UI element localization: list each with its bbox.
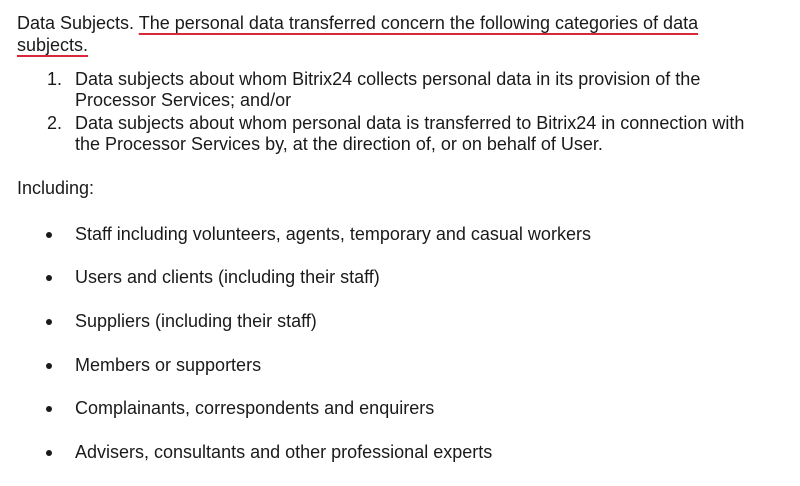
- bullet-icon: [46, 450, 52, 456]
- section-statement: The personal data transferred concern the following categories of data subjects.: [17, 13, 699, 55]
- list-item-text: [75, 113, 795, 155]
- section-heading: [17, 12, 757, 56]
- bullet-icon: [46, 319, 52, 325]
- bullet-icon: [46, 232, 52, 238]
- bullet-text: Advisers, consultants and other professional experts: [75, 442, 493, 462]
- bullet-text: Members or supporters: [75, 355, 262, 375]
- list-item-text: [75, 69, 795, 111]
- bullet-icon: [46, 406, 52, 412]
- list-item-line: the Processor Services by, at the direction of, or on behalf of User.: [75, 134, 603, 154]
- list-number: 2.: [47, 113, 63, 133]
- list-item-line: Data subjects about whom personal data is transferred to Bitrix24 in connection with: [75, 113, 745, 133]
- bullet-icon: [46, 363, 52, 369]
- section-label: Data Subjects.: [17, 13, 135, 33]
- list-item-line: Data subjects about whom Bitrix24 collects personal data in its provision of the: [75, 69, 701, 89]
- including-label: Including:: [17, 178, 95, 198]
- bullet-icon: [46, 275, 52, 281]
- list-number: 1.: [47, 69, 63, 89]
- list-item-line: Processor Services; and/or: [75, 90, 292, 110]
- bullet-text: Users and clients (including their staff): [75, 267, 380, 287]
- bullet-text: Suppliers (including their staff): [75, 311, 317, 331]
- bullet-text: Staff including volunteers, agents, temporary and casual workers: [75, 224, 591, 244]
- bullet-text: Complainants, correspondents and enquirers: [75, 398, 435, 418]
